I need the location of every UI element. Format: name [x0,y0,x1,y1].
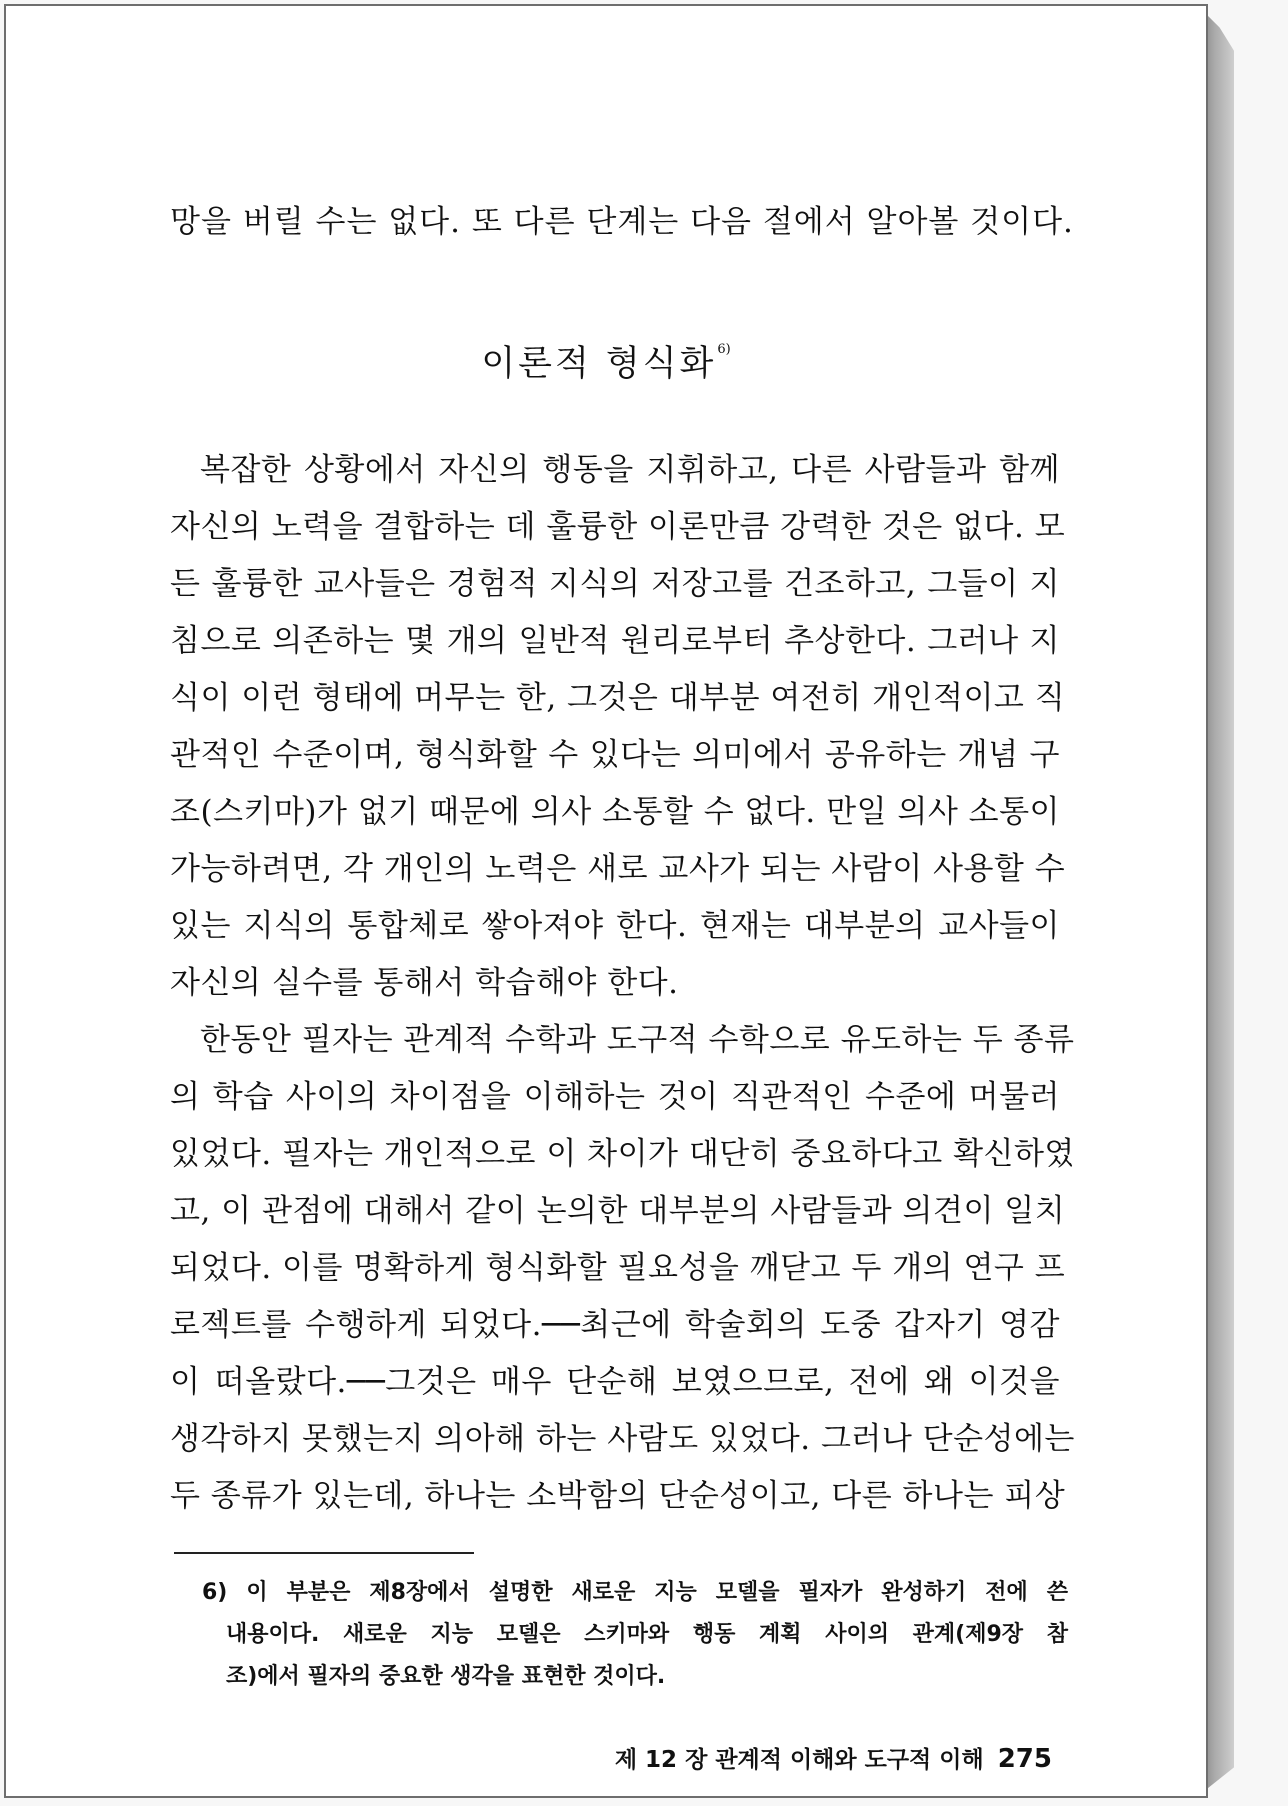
footnote-reference: 6) [717,342,731,357]
section-heading [6,336,1206,386]
chapter-title: 제 12 장 관계적 이해와 도구적 이해 [614,1747,984,1773]
page-number: 275 [997,1744,1052,1774]
paragraph-line: 한동안 필자는 관계적 수학과 도구적 수학으로 유도하는 두 종류 [200,1022,1075,1058]
footnote-line: 내용이다. 새로운 지능 모델은 스키마와 행동 계획 사이의 관계(제9장 참 [226,1622,1068,1647]
paragraph-line: 되었다. 이를 명확하게 형식화할 필요성을 깨닫고 두 개의 연구 프 [170,1250,1066,1286]
paragraph-line: 있는 지식의 통합체로 쌓아져야 한다. 현재는 대부분의 교사들이 [170,908,1060,944]
paragraph-line: 자신의 노력을 결합하는 데 훌륭한 이론만큼 강력한 것은 없다. 모 [170,509,1066,545]
footnote-line: 조)에서 필자의 중요한 생각을 표현한 것이다. [226,1664,666,1689]
paragraph-line: 침으로 의존하는 몇 개의 일반적 원리로부터 추상한다. 그러나 지 [170,623,1060,659]
section-title: 이론적 형식화 [481,344,717,384]
paragraph-line: 자신의 실수를 통해서 학습해야 한다. [170,965,679,1001]
paragraph-line: 로젝트를 수행하게 되었다.──최근에 학술회의 도중 갑자기 영감 [170,1307,1060,1343]
running-footer [615,1741,1052,1774]
footnote-line: 6) 이 부분은 제8장에서 설명한 새로운 지능 모델을 필자가 완성하기 전에 쓴 [202,1580,1068,1605]
paragraph-line: 두 종류가 있는데, 하나는 소박함의 단순성이고, 다른 하나는 피상 [170,1478,1066,1514]
footnote-divider [174,1552,474,1554]
carryover-line: 망을 버릴 수는 없다. 또 다른 단계는 다음 절에서 알아볼 것이다. [170,204,1074,240]
paragraph-line: 생각하지 못했는지 의아해 하는 사람도 있었다. 그러나 단순성에는 [170,1421,1075,1457]
paragraph-line: 복잡한 상황에서 자신의 행동을 지휘하고, 다른 사람들과 함께 [200,452,1060,488]
paragraph-line: 조(스키마)가 없기 때문에 의사 소통할 수 없다. 만일 의사 소통이 [170,794,1060,830]
paragraph-line: 가능하려면, 각 개인의 노력은 새로 교사가 되는 사람이 사용할 수 [170,851,1066,887]
paragraph-line: 있었다. 필자는 개인적으로 이 차이가 대단히 중요하다고 확신하였 [170,1136,1075,1172]
paragraph-line: 든 훌륭한 교사들은 경험적 지식의 저장고를 건조하고, 그들이 지 [170,566,1060,602]
paragraph-line: 식이 이런 형태에 머무는 한, 그것은 대부분 여전히 개인적이고 직 [170,680,1066,716]
paragraph-line: 이 떠올랐다.──그것은 매우 단순해 보였으므로, 전에 왜 이것을 [170,1364,1060,1400]
paragraph-line: 고, 이 관점에 대해서 같이 논의한 대부분의 사람들과 의견이 일치 [170,1193,1066,1229]
book-page [4,4,1208,1798]
paragraph-line: 관적인 수준이며, 형식화할 수 있다는 의미에서 공유하는 개념 구 [170,737,1060,773]
paragraph-line: 의 학습 사이의 차이점을 이해하는 것이 직관적인 수준에 머물러 [170,1079,1060,1115]
